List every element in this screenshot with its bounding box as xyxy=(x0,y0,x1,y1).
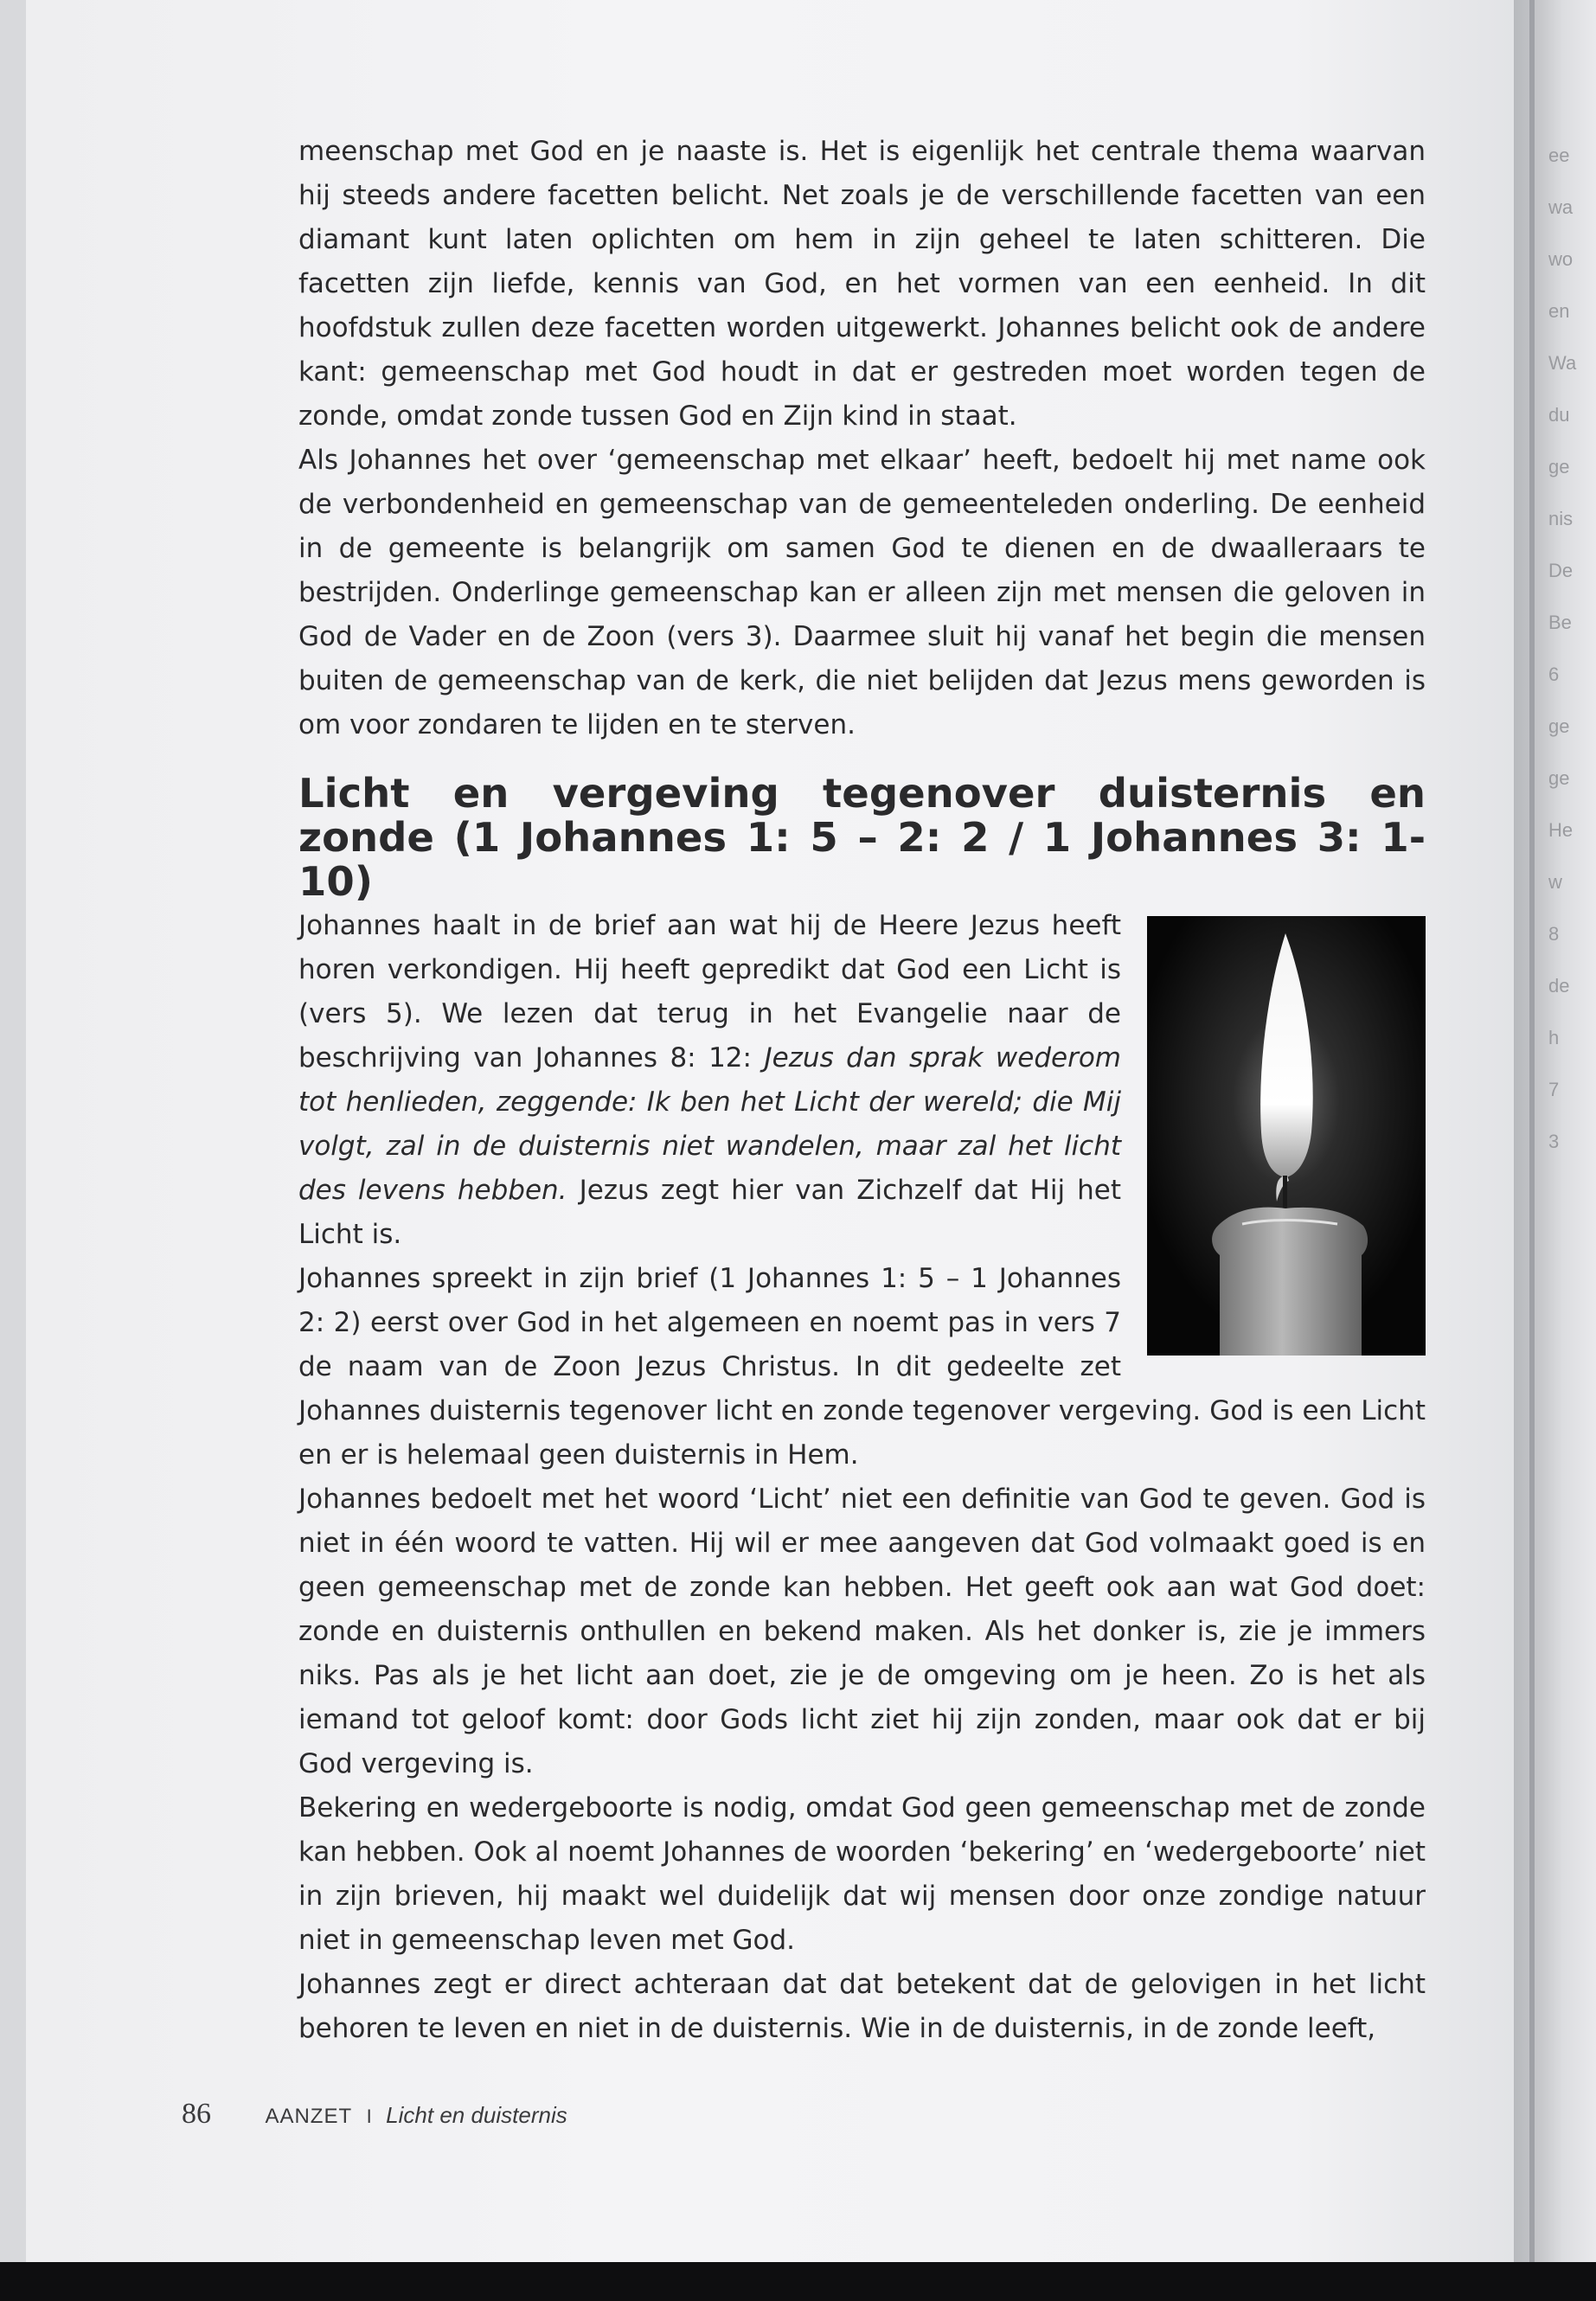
chapter-title: Licht en duisternis xyxy=(386,2102,567,2128)
gutter-shadow xyxy=(1529,0,1535,2262)
paragraph-with-quote xyxy=(298,904,1426,1257)
facing-page-fragment: nis xyxy=(1548,508,1574,529)
facing-page-fragment: h xyxy=(1548,1027,1560,1048)
facing-page-fragment: de xyxy=(1548,975,1570,997)
candle-illustration xyxy=(1147,916,1426,1356)
paragraph: Bekering en wedergeboorte is nodig, omdat God geen gemeenschap met de zonde kan hebben. Ook al noemt Johannes de woorden ‘bekering’ en ‘wedergeboorte’ niet in zijn brieven, hij maakt wel duidelijk dat wij mensen door onze zondige natuur niet in gemeenschap leven met God. xyxy=(298,1792,1426,1956)
paragraph-text: Johannes haalt in de brief aan wat hij de Heere Jezus heeft horen verkondigen. Hij heeft gepredikt dat God een Licht is (vers 5). We lezen dat terug in het Evangelie naar de beschrijving van Johannes 8: 12: xyxy=(298,910,1121,1074)
paragraph-text: Jezus zegt hier van Zichzelf dat Hij het Licht is. xyxy=(298,1175,1121,1250)
section-heading: Licht en vergeving tegenover duisternis en zonde (1 Johannes 1: 5 – 2: 2 / 1 Johannes 3: 1-10) xyxy=(298,770,1426,905)
facing-page-fragment: 3 xyxy=(1548,1131,1560,1152)
facing-page-fragment: du xyxy=(1548,404,1570,426)
facing-page-fragment: He xyxy=(1548,819,1574,841)
facing-page-fragment: ge xyxy=(1548,715,1570,737)
facing-page-fragment: wa xyxy=(1548,196,1574,218)
facing-page-fragment: De xyxy=(1548,560,1574,581)
body-text xyxy=(298,130,1426,2051)
facing-page-fragment: w xyxy=(1548,871,1562,893)
scripture-quote: Jezus dan sprak wederom tot henlieden, zeggende: Ik ben het Licht der wereld; die Mij volgt, zal in de duisternis niet wandelen, maar zal het licht des levens hebben. xyxy=(298,1042,1122,1206)
paragraph: Johannes bedoelt met het woord ‘Licht’ niet een definitie van God te geven. God is niet in één woord te vatten. Hij wil er mee aangeven dat God volmaakt goed is en geen gemeenschap met de zonde kan hebben. Het geeft ook aan wat God doet: zonde en duisternis onthullen en bekend maken. Als het donker is, zie je immers niks. Pas als je het licht aan doet, zie je de omgeving om je heen. Zo is het als iemand tot geloof komt: door Gods licht ziet hij zijn zonden, maar ook dat er bij God vergeving is. xyxy=(298,1484,1426,1779)
page-number: 86 xyxy=(182,2098,211,2130)
facing-page-fragment: en xyxy=(1548,300,1570,322)
facing-page-fragment: 8 xyxy=(1548,923,1560,945)
facing-page-fragment: ge xyxy=(1548,456,1570,478)
facing-page-fragment: ge xyxy=(1548,767,1570,789)
paragraph: meenschap met God en je naaste is. Het is eigenlijk het centrale thema waarvan hij steeds andere facetten belicht. Net zoals je de verschillende facetten van een diamant kunt laten oplichten om hem in zijn geheel te laten schitteren. Die facetten zijn liefde, kennis van God, en het vormen van een eenheid. In dit hoofdstuk zullen deze facetten worden uitgewerkt. Johannes belicht ook de andere kant: gemeenschap met God houdt in dat er gestreden moet worden tegen de zonde, omdat zonde tussen God en Zijn kind in staat. xyxy=(298,136,1426,432)
facing-page-fragment: 7 xyxy=(1548,1079,1560,1100)
facing-page-edge xyxy=(1548,130,1596,1514)
paragraph: Als Johannes het over ‘gemeenschap met elkaar’ heeft, bedoelt hij met name ook de verbondenheid en gemeenschap van de gemeenteleden onderling. De eenheid in de gemeente is belangrijk om samen God te dienen en de dwaalleraars te bestrijden. Onderlinge gemeenschap kan er alleen zijn met mensen die geloven in God de Vader en de Zoon (vers 3). Daarmee sluit hij vanaf het begin die mensen buiten de gemeenschap van de kerk, die niet belijden dat Jezus mens geworden is om voor zondaren te lijden en te sterven. xyxy=(298,445,1426,740)
scan-bottom-edge xyxy=(0,2262,1596,2301)
facing-page-fragment: wo xyxy=(1548,248,1574,270)
facing-page-fragment: Be xyxy=(1548,612,1572,633)
facing-page-fragment: 6 xyxy=(1548,663,1560,685)
paragraph: Johannes zegt er direct achteraan dat dat betekent dat de gelovigen in het licht behoren te leven en niet in de duisternis. Wie in de duisternis, in de zonde leeft, xyxy=(298,1969,1426,2044)
candle-photo xyxy=(1147,916,1426,1356)
page-footer xyxy=(182,2098,567,2131)
facing-page-fragment: ee xyxy=(1548,144,1570,166)
series-title: AANZET xyxy=(265,2105,353,2128)
facing-page-fragment: Wa xyxy=(1548,352,1577,374)
paragraph: Johannes spreekt in zijn brief (1 Johannes 1: 5 – 1 Johannes 2: 2) eerst over God in het algemeen en noemt pas in vers 7 de naam van de Zoon Jezus Christus. In dit gedeelte zet Johannes duisternis tegenover licht en zonde tegenover vergeving. God is een Licht en er is helemaal geen duisternis in Hem. xyxy=(298,1263,1426,1471)
footer-separator: I xyxy=(366,2106,372,2127)
